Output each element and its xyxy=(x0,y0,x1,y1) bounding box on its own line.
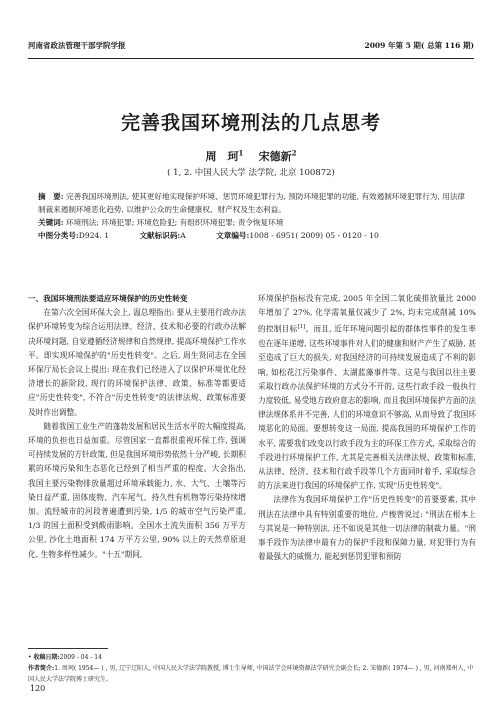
page-number: 120 xyxy=(30,684,46,693)
footnote-rule xyxy=(28,648,108,649)
article-title: 完善我国环境刑法的几点思考 xyxy=(120,112,381,134)
right-paragraph-1: 环境保护指标没有完成, 2005 年全国二氧化硫排放量比 2000 年增加了 27%, 化学需氧量仅减少了 2%, 均未完成削减 10% 的控制目标[1]。而且, 近年环境问题引起的群体性事件的发生率也在逐年递增, 这些环境事件对人们的健康和财产产生了威胁, 甚至造成了巨大的损失, 对我国经济的可持续发展造成了不利的影响, 如松花江污染事件、太湖蓝藻事件等。这是与我国以往主要采取行政办法保护环境的方式分不开的, 这些行政手段一般执行力度较低, 易受地方政府意志的影响, 而且我国环境保护方面的法律法规体系并不完善, 人们的环境意识不够高, 从而导致了我国环境恶化的局面。要想转变这一局面, 提高我国的环境保护工作的水平, 需要我们改变以行政手段为主的环保工作方式, 采取综合的手段进行环境保护工作, 尤其是完善相关法律法规、政策和标准, 从法律、经济、技术和行政手段等几个方面同时着手, 采取综合的方法来进行我国的环境保护工作, 实现"历史性转变"。 xyxy=(258,294,476,491)
article-number: 文章编号:1008 - 6951( 2009) 05 - 0120 - 10 xyxy=(216,231,379,240)
doc-code: 文献标识码:A xyxy=(139,231,186,240)
right-column xyxy=(258,292,476,564)
citation-ref: [1] xyxy=(297,324,306,331)
received-date: • 收稿日期:2009 - 04 - 14 xyxy=(28,654,102,661)
abstract xyxy=(38,190,468,216)
journal-name: 河南省政法管理干部学院学报 xyxy=(28,41,126,50)
abstract-block xyxy=(38,190,468,242)
clc-code: 中图分类号:D924. 1 xyxy=(38,231,110,240)
author-1: 周 珂 xyxy=(205,150,239,163)
author-bio: 作者简介:1. 周珂( 1954— ) , 男, 辽宁辽阳人, 中国人民大学法学院教授, 博士生导师, 中国法学会环境资源法学研究会副会长; 2. 宋德新( 1974— ) , 男, 河南郑州人, 中国人民大学法学院博士研究生。 xyxy=(28,665,474,683)
issue-info: 2009 年第 5 期( 总第 116 期) xyxy=(364,41,474,50)
author-2-sup: 2 xyxy=(291,148,297,158)
abstract-text: 完善我国环境刑法, 使其更好地实现保护环境、惩罚环境犯罪行为, 预防环境犯罪的功能, 有效遏制环境犯罪行为, 用法律制裁来遏制环境恶化趋势, 以维护公众的生命健康权、财产权及生态利益。 xyxy=(38,192,466,214)
keywords xyxy=(38,216,468,229)
left-column xyxy=(28,292,246,562)
author-1-sup: 1 xyxy=(238,148,244,158)
author-2: 宋德新 xyxy=(258,150,292,163)
affiliation: ( 1, 2. 中国人民大学 法学院, 北京 100872) xyxy=(167,168,335,178)
running-header xyxy=(28,38,474,54)
left-paragraph-1: 在第六次全国环保大会上, 温总理指出: 要从主要用行政办法保护环境转变为综合运用法律、经济、技术和必要的行政办法解决环境问题, 自觉遵循经济规律和自然规律, 提高环境保护工作水平。即实现环境保护的"历史性转变"。之后, 周生贤同志在全国环保厅局长会议上提出: 现在我们已经进入了以保护环境优化经济增长的新阶段, 现行的环境保护法律、政策、标准等都要适应"历史性转变", 不符合"历史性转变"的法律法规、政策标准要及时作出调整。 xyxy=(28,308,246,417)
classification-row xyxy=(38,229,468,242)
keywords-text: 环境刑法; 环境犯罪; 环境危险犯; 有组织环境犯罪; 责令恢复环境 xyxy=(66,218,284,227)
footnote xyxy=(28,652,474,685)
keywords-label: 关键词: xyxy=(38,218,64,227)
left-paragraph-2: 随着我国工业生产的蓬勃发展和居民生活水平的大幅度提高, 环境的负担也日益加重。尽管国家一直都很重视环保工作, 强调可持续发展的方针政策, 但是我国环境形势依然十分严峻, 长期积累的环境污染和生态恶化已经到了相当严重的程度。大会指出, 我国主要污染物排放量超过环境承载能力, 水、大气、土壤等污染日益严重, 固体废物、汽车尾气、持久性有机物等污染持续增加。流经城市的河段普遍遭到污染, 1/5 的城市空气污染严重, 1/3 的国土面积受到酸雨影响。全国水土流失面积 356 万平方公里, 沙化土地面积 174 万平方公里, 90% 以上的天然草原退化, 生物多样性减少。"十五"期间, xyxy=(28,421,246,559)
header-rule xyxy=(28,58,474,59)
right-paragraph-2: 法律作为我国环境保护工作"历史性转变"的首要要素, 其中刑法在法律中具有特别重要的地位, 卢梭曾说过: "刑法在根本上与其说是一种特别法, 还不如说是其他一切法律的制裁力量。"刑事手段作为法律中最有力的保护手段和保障力量, 对犯罪行为有着最强大的威慑力, 能起到惩罚犯罪和预防 xyxy=(258,495,476,562)
abstract-label: 摘 要: xyxy=(38,192,64,201)
author-line xyxy=(0,148,502,164)
section-heading: 一、我国环境刑法要适应环境保护的历史性转变 xyxy=(28,294,188,303)
